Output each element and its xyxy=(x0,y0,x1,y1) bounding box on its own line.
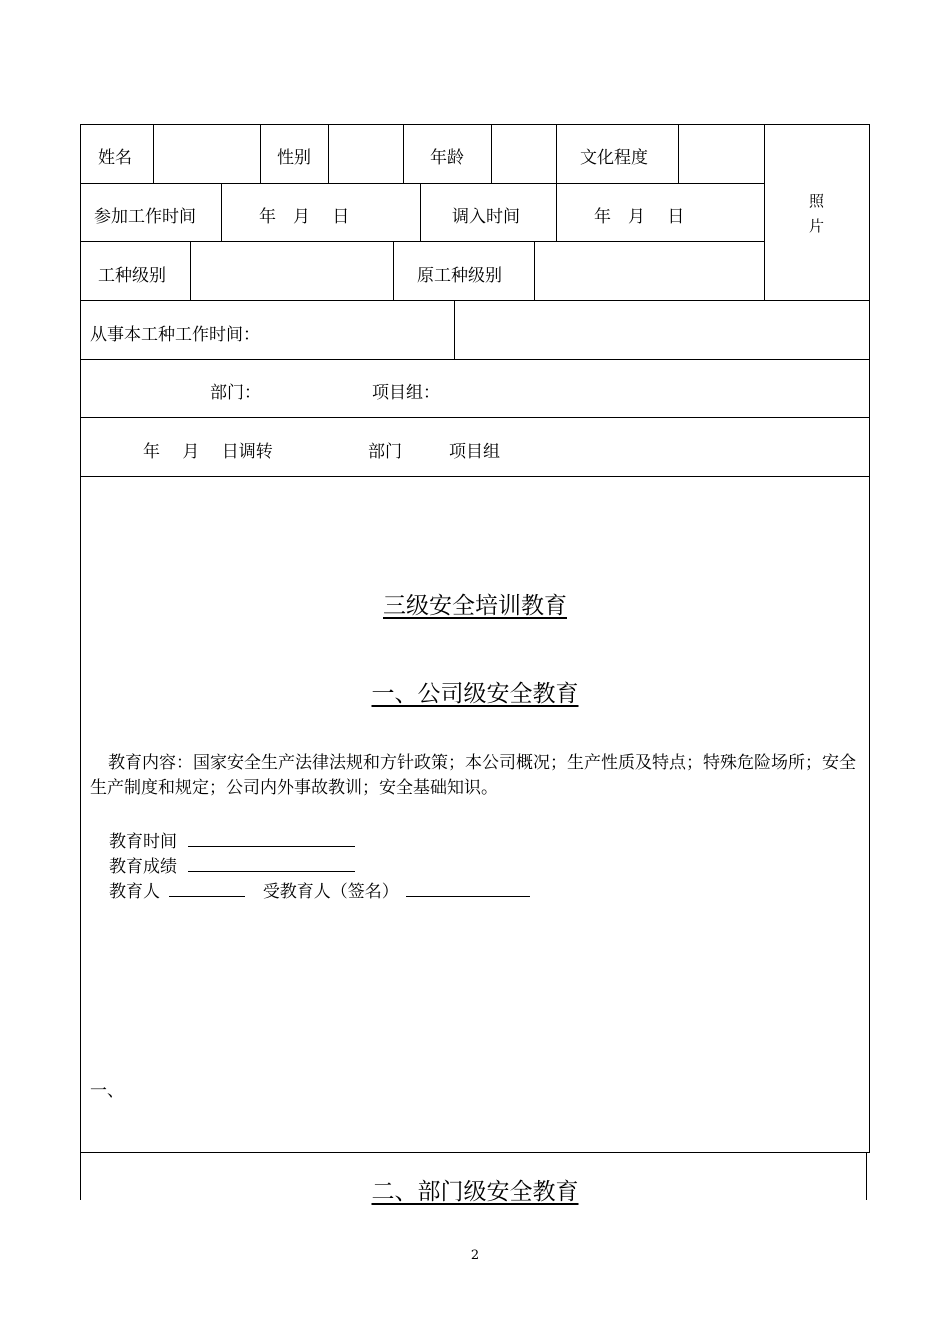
signature-row xyxy=(109,877,530,902)
row-divider xyxy=(80,183,765,184)
age-label: 年龄 xyxy=(430,148,464,168)
col-divider xyxy=(534,241,535,300)
page-number: 2 xyxy=(470,1248,480,1263)
row-divider xyxy=(80,300,870,301)
row-divider xyxy=(80,359,870,360)
transfer-dept-label: 部门 xyxy=(368,442,402,462)
dept-label: 部门： xyxy=(210,383,261,403)
edu-score-label: 教育成绩 xyxy=(109,857,177,877)
edu-score-row xyxy=(109,852,355,877)
col-divider xyxy=(678,124,679,183)
row-divider xyxy=(80,476,870,477)
education-label: 文化程度 xyxy=(580,148,648,168)
row-divider xyxy=(80,417,870,418)
col-divider xyxy=(153,124,154,183)
row-divider xyxy=(80,241,765,242)
section1-title: 一、公司级安全教育 xyxy=(371,681,579,707)
edu-time-blank xyxy=(188,828,355,847)
col-divider xyxy=(260,124,261,183)
table-border-right xyxy=(869,124,870,1152)
photo-label: 片 xyxy=(809,217,825,235)
col-divider xyxy=(454,300,455,359)
col-divider xyxy=(764,124,765,300)
col-divider xyxy=(403,124,404,183)
transfer-date: 年 月 日调转 xyxy=(143,442,273,462)
orig-job-grade-label: 原工种级别 xyxy=(417,266,502,286)
edu-time-label: 教育时间 xyxy=(109,832,177,852)
edu-score-blank xyxy=(188,853,355,872)
photo-label: 照 xyxy=(809,192,825,210)
table-border-top xyxy=(80,124,870,125)
job-grade-label: 工种级别 xyxy=(98,266,166,286)
transfer-in-date: 年 月 日 xyxy=(594,207,685,227)
trainee-label: 受教育人（签名） xyxy=(262,882,399,902)
col-divider xyxy=(393,241,394,300)
edu-content-paragraph: 教育内容：国家安全生产法律法规和方针政策；本公司概况；生产性质及特点；特殊危险场所；安全生产制度和规定；公司内外事故教训；安全基础知识。 xyxy=(90,753,856,798)
work-start-date: 年 月 日 xyxy=(259,207,350,227)
col-divider xyxy=(328,124,329,183)
col-divider xyxy=(190,241,191,300)
job-duration-label: 从事本工种工作时间： xyxy=(90,325,260,345)
educator-blank xyxy=(169,878,245,897)
trainee-blank xyxy=(406,878,530,897)
col-divider xyxy=(420,183,421,241)
col-divider xyxy=(491,124,492,183)
team-label: 项目组： xyxy=(372,383,440,403)
transfer-in-label: 调入时间 xyxy=(452,207,520,227)
educator-label: 教育人 xyxy=(109,882,160,902)
row-divider xyxy=(80,1152,870,1153)
table-border-left xyxy=(80,124,81,1200)
stray-mark: 一、 xyxy=(90,1081,124,1101)
gender-label: 性别 xyxy=(277,148,311,168)
main-title: 三级安全培训教育 xyxy=(383,593,567,619)
transfer-team-label: 项目组 xyxy=(449,442,500,462)
section2-title: 二、部门级安全教育 xyxy=(371,1179,579,1205)
edu-time-row xyxy=(109,827,355,852)
work-start-label: 参加工作时间 xyxy=(94,207,196,227)
col-divider xyxy=(221,183,222,241)
col-divider xyxy=(556,124,557,241)
name-label: 姓名 xyxy=(98,148,132,168)
